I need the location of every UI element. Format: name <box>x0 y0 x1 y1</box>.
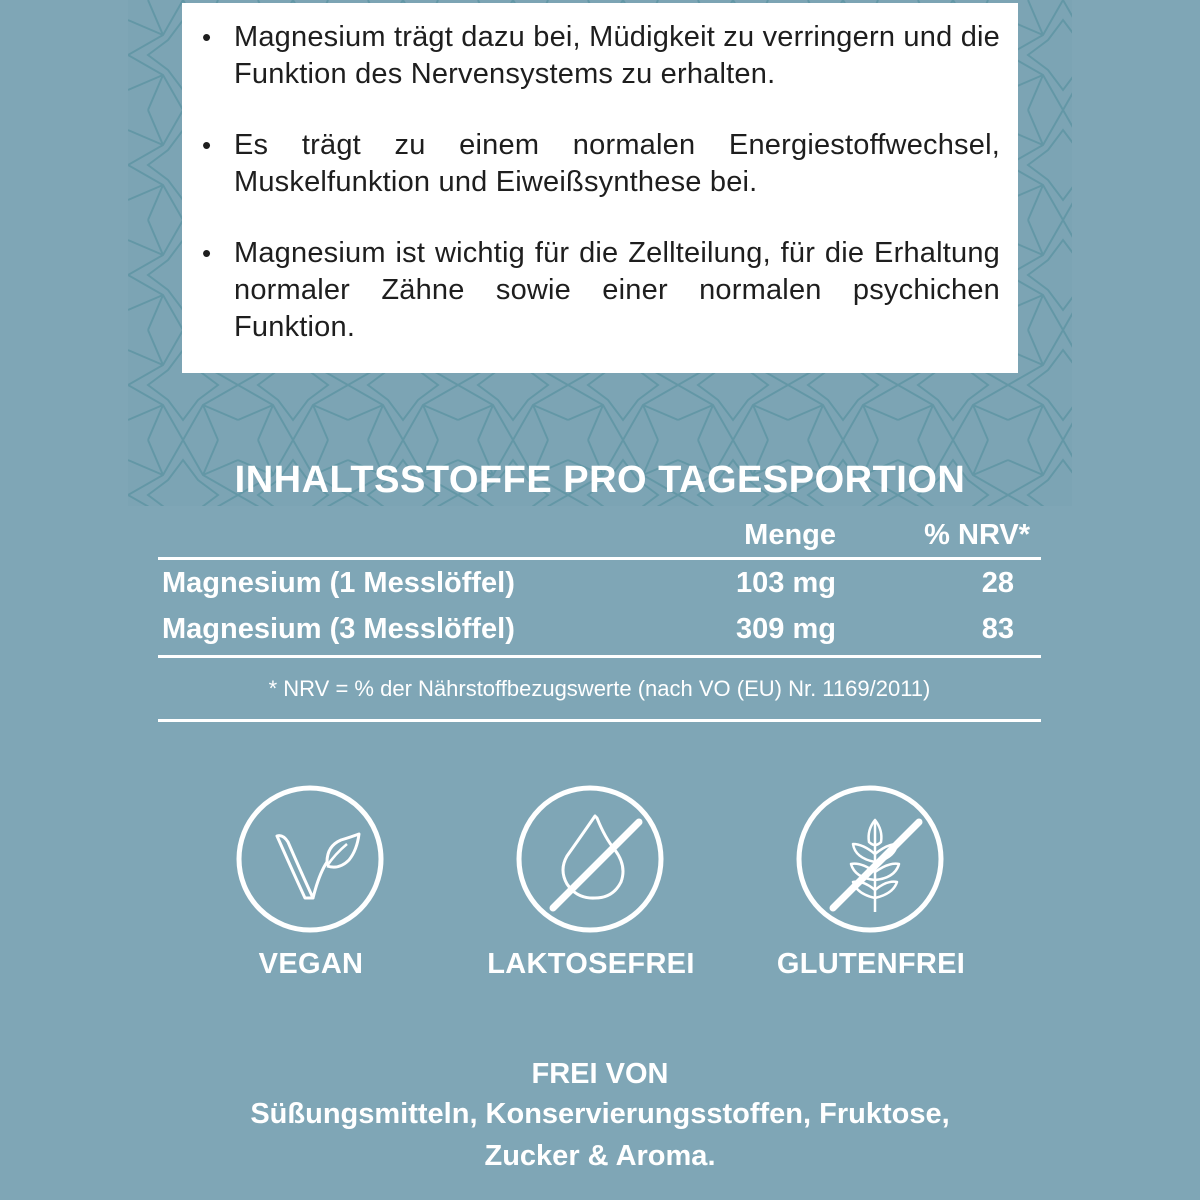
benefit-item <box>202 19 1000 93</box>
benefit-text: Magnesium ist wichtig für die Zellteilung, für die Erhaltung normaler Zähne sowie einer normalen psychichen Funktion. <box>234 237 1000 343</box>
bullet-dot: • <box>202 22 212 52</box>
vegan-leaf-icon <box>235 784 385 934</box>
gluten-free-badge <box>795 784 945 934</box>
row-nrv: 83 <box>981 613 1014 645</box>
bullet-dot: • <box>202 238 212 268</box>
row-name: Magnesium (1 Messlöffel) <box>162 567 515 599</box>
free-from-line-1: Süßungsmitteln, Konservierungsstoffen, Fruktose, <box>250 1098 950 1130</box>
lactose-free-label: LAKTOSEFREI <box>487 948 695 980</box>
vegan-label: VEGAN <box>258 948 364 980</box>
free-from-title: FREI VON <box>531 1058 669 1090</box>
lactose-free-badge <box>515 784 665 934</box>
benefit-text: Es trägt zu einem normalen Energiestoffwechsel, Muskelfunktion und Eiweißsynthese bei. <box>234 129 1000 198</box>
vegan-badge <box>235 784 385 934</box>
row-amount: 309 mg <box>736 613 836 645</box>
benefit-item <box>202 127 1000 201</box>
footnote-divider <box>158 719 1041 722</box>
gluten-free-wheat-icon <box>795 784 945 934</box>
bullet-dot: • <box>202 130 212 160</box>
table-header-divider <box>158 557 1041 560</box>
nrv-footnote: * NRV = % der Nährstoffbezugswerte (nach VO (EU) Nr. 1169/2011) <box>268 676 931 701</box>
gluten-free-label: GLUTENFREI <box>776 948 966 980</box>
benefit-item <box>202 235 1000 346</box>
benefits-card <box>182 3 1018 373</box>
row-nrv: 28 <box>981 567 1014 599</box>
ingredients-title: INHALTSSTOFFE PRO TAGESPORTION <box>234 459 966 501</box>
benefit-text: Magnesium trägt dazu bei, Müdigkeit zu verringern und die Funktion des Nervensystems zu erhalten. <box>234 21 1000 90</box>
column-header-nrv: % NRV* <box>924 519 1030 551</box>
lactose-free-drop-icon <box>515 784 665 934</box>
row-name: Magnesium (3 Messlöffel) <box>162 613 515 645</box>
column-header-amount: Menge <box>744 519 836 551</box>
free-from-line-2: Zucker & Aroma. <box>484 1140 716 1172</box>
table-bottom-divider <box>158 655 1041 658</box>
row-amount: 103 mg <box>736 567 836 599</box>
